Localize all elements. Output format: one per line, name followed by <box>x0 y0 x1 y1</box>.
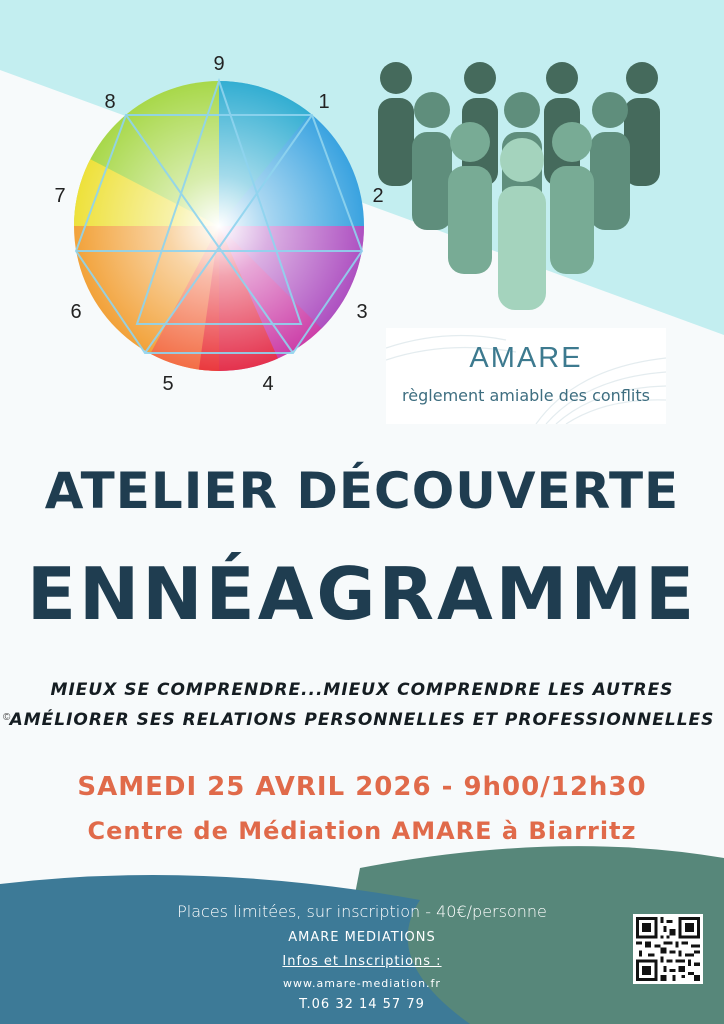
logo-tagline: règlement amiable des conflits <box>402 386 650 405</box>
enneagram-number-8: 8 <box>104 91 116 113</box>
logo-name: AMARE <box>469 342 583 374</box>
enneagram-number-2: 2 <box>372 185 384 207</box>
qr-code-icon <box>636 917 700 981</box>
amare-logo <box>386 328 666 424</box>
enneagram-number-1: 1 <box>318 91 330 113</box>
subtitle-line-2: AMÉLIORER SES RELATIONS PERSONNELLES ET PROFESSIONNELLES <box>9 710 715 730</box>
website-link[interactable]: www.amare-mediation.fr <box>283 977 441 990</box>
info-link[interactable]: Infos et Inscriptions : <box>282 954 442 969</box>
subtitle-line-1: MIEUX SE COMPRENDRE...MIEUX COMPRENDRE LES AUTRES <box>50 680 674 700</box>
enneagram-symbol <box>48 48 404 404</box>
qr-code[interactable] <box>633 914 703 984</box>
enneagram-number-6: 6 <box>70 301 82 323</box>
enneagram-number-3: 3 <box>356 301 368 323</box>
enneagram-number-9: 9 <box>213 53 225 75</box>
title-line-2: ENNÉAGRAMME <box>26 552 698 636</box>
organization-name: AMARE MEDIATIONS <box>288 930 436 945</box>
enneagram-number-7: 7 <box>54 185 66 207</box>
enneagram-number-5: 5 <box>162 373 174 395</box>
pricing-text: Places limitées, sur inscription - 40€/personne <box>177 902 547 921</box>
copyright-mark: © <box>3 712 11 723</box>
event-date: SAMEDI 25 AVRIL 2026 - 9h00/12h30 <box>77 772 647 802</box>
enneagram-number-4: 4 <box>262 373 274 395</box>
people-group-icon <box>370 60 670 320</box>
event-place: Centre de Médiation AMARE à Biarritz <box>87 817 637 845</box>
title-line-1: ATELIER DÉCOUVERTE <box>44 462 680 520</box>
phone-number: T.06 32 14 57 79 <box>299 997 425 1012</box>
